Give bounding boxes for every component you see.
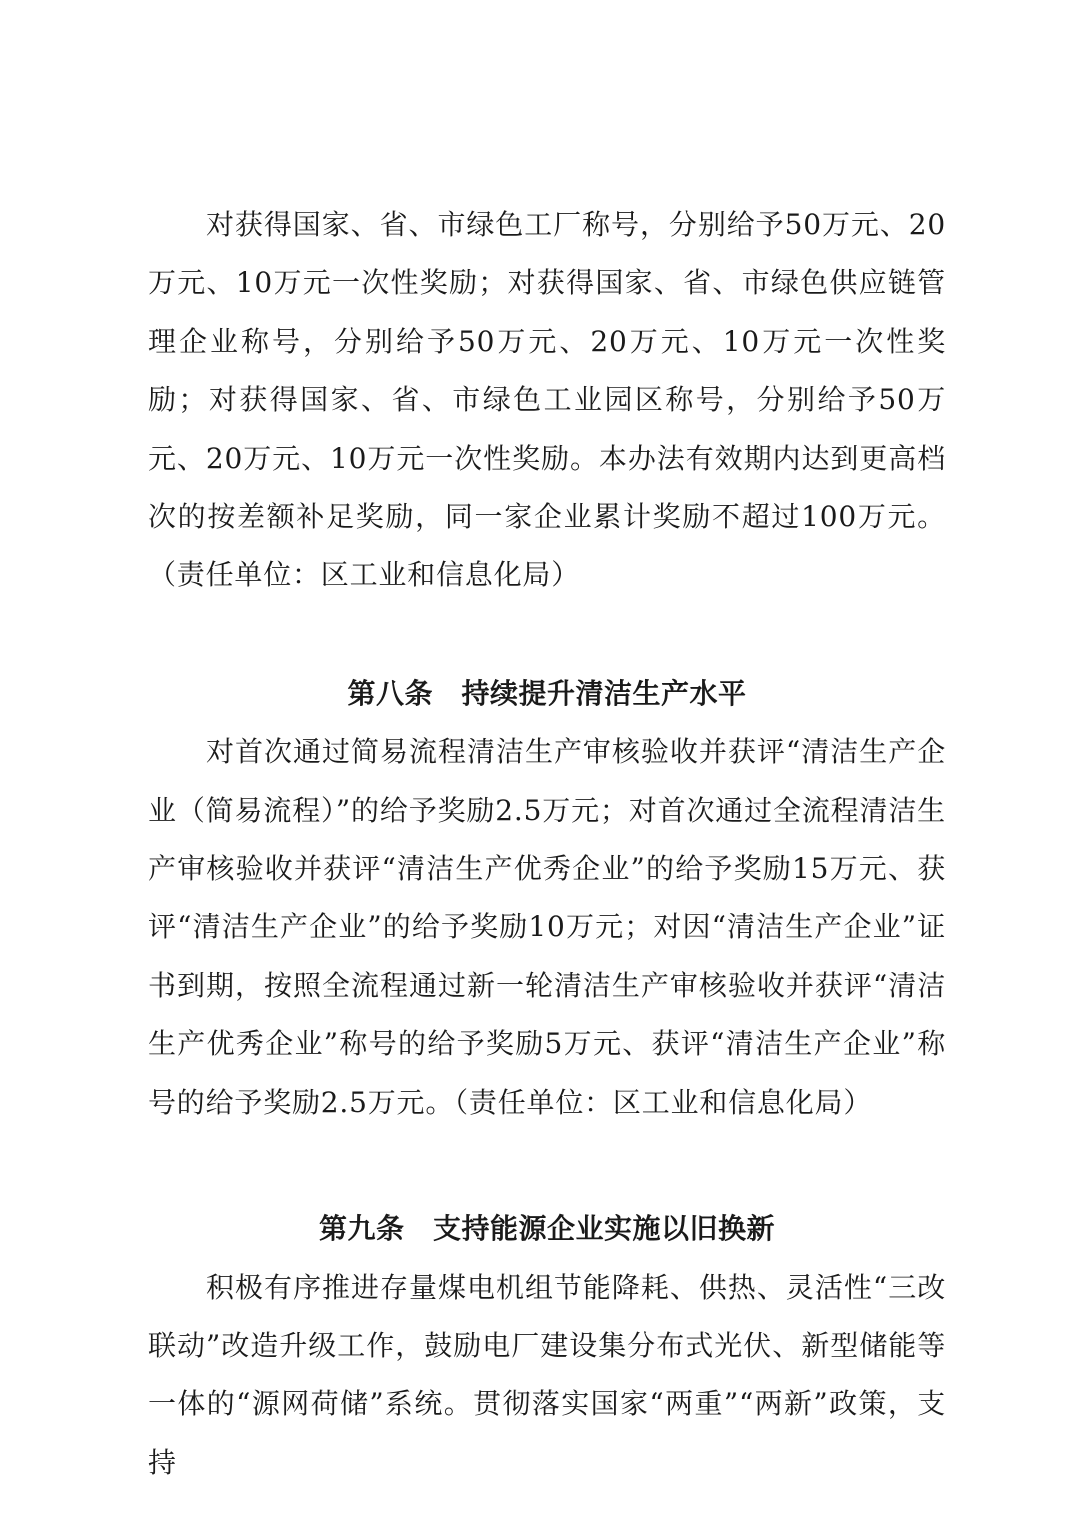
article-8-body: 对首次通过简易流程清洁生产审核验收并获评“清洁生产企业（简易流程）”的给予奖励2.5万元；对首次通过全流程清洁生产审核验收并获评“清洁生产优秀企业”的给予奖励15万元、获评“清洁生产企业”的给予奖励10万元；对因“清洁生产企业”证书到期，按照全流程通过新一轮清洁生产审核验收并获评“清洁生产优秀企业”称号的给予奖励5万元、获评“清洁生产企业”称号的给予奖励2.5万元。（责任单位：区工业和信息化局） xyxy=(148,735,946,1119)
paragraph-green-factory-rewards: 对获得国家、省、市绿色工厂称号，分别给予50万元、20万元、10万元一次性奖励；对获得国家、省、市绿色供应链管理企业称号，分别给予50万元、20万元、10万元一次性奖励；对获得国家、省、市绿色工业园区称号，分别给予50万元、20万元、10万元一次性奖励。本办法有效期内达到更高档次的按差额补足奖励，同一家企业累计奖励不超过100万元。（责任单位：区工业和信息化局） xyxy=(148,208,946,592)
article-8-heading: 第八条 持续提升清洁生产水平 xyxy=(347,676,747,710)
section-spacer xyxy=(148,1132,946,1200)
section-spacer xyxy=(148,605,946,665)
document-body xyxy=(148,196,946,1492)
article-9-heading: 第九条 支持能源企业实施以旧换新 xyxy=(318,1212,775,1246)
article-9-body: 积极有序推进存量煤电机组节能降耗、供热、灵活性“三改联动”改造升级工作，鼓励电厂建设集分布式光伏、新型储能等一体的“源网荷储”系统。贯彻落实国家“两重”“两新”政策，支持 xyxy=(148,1270,946,1479)
